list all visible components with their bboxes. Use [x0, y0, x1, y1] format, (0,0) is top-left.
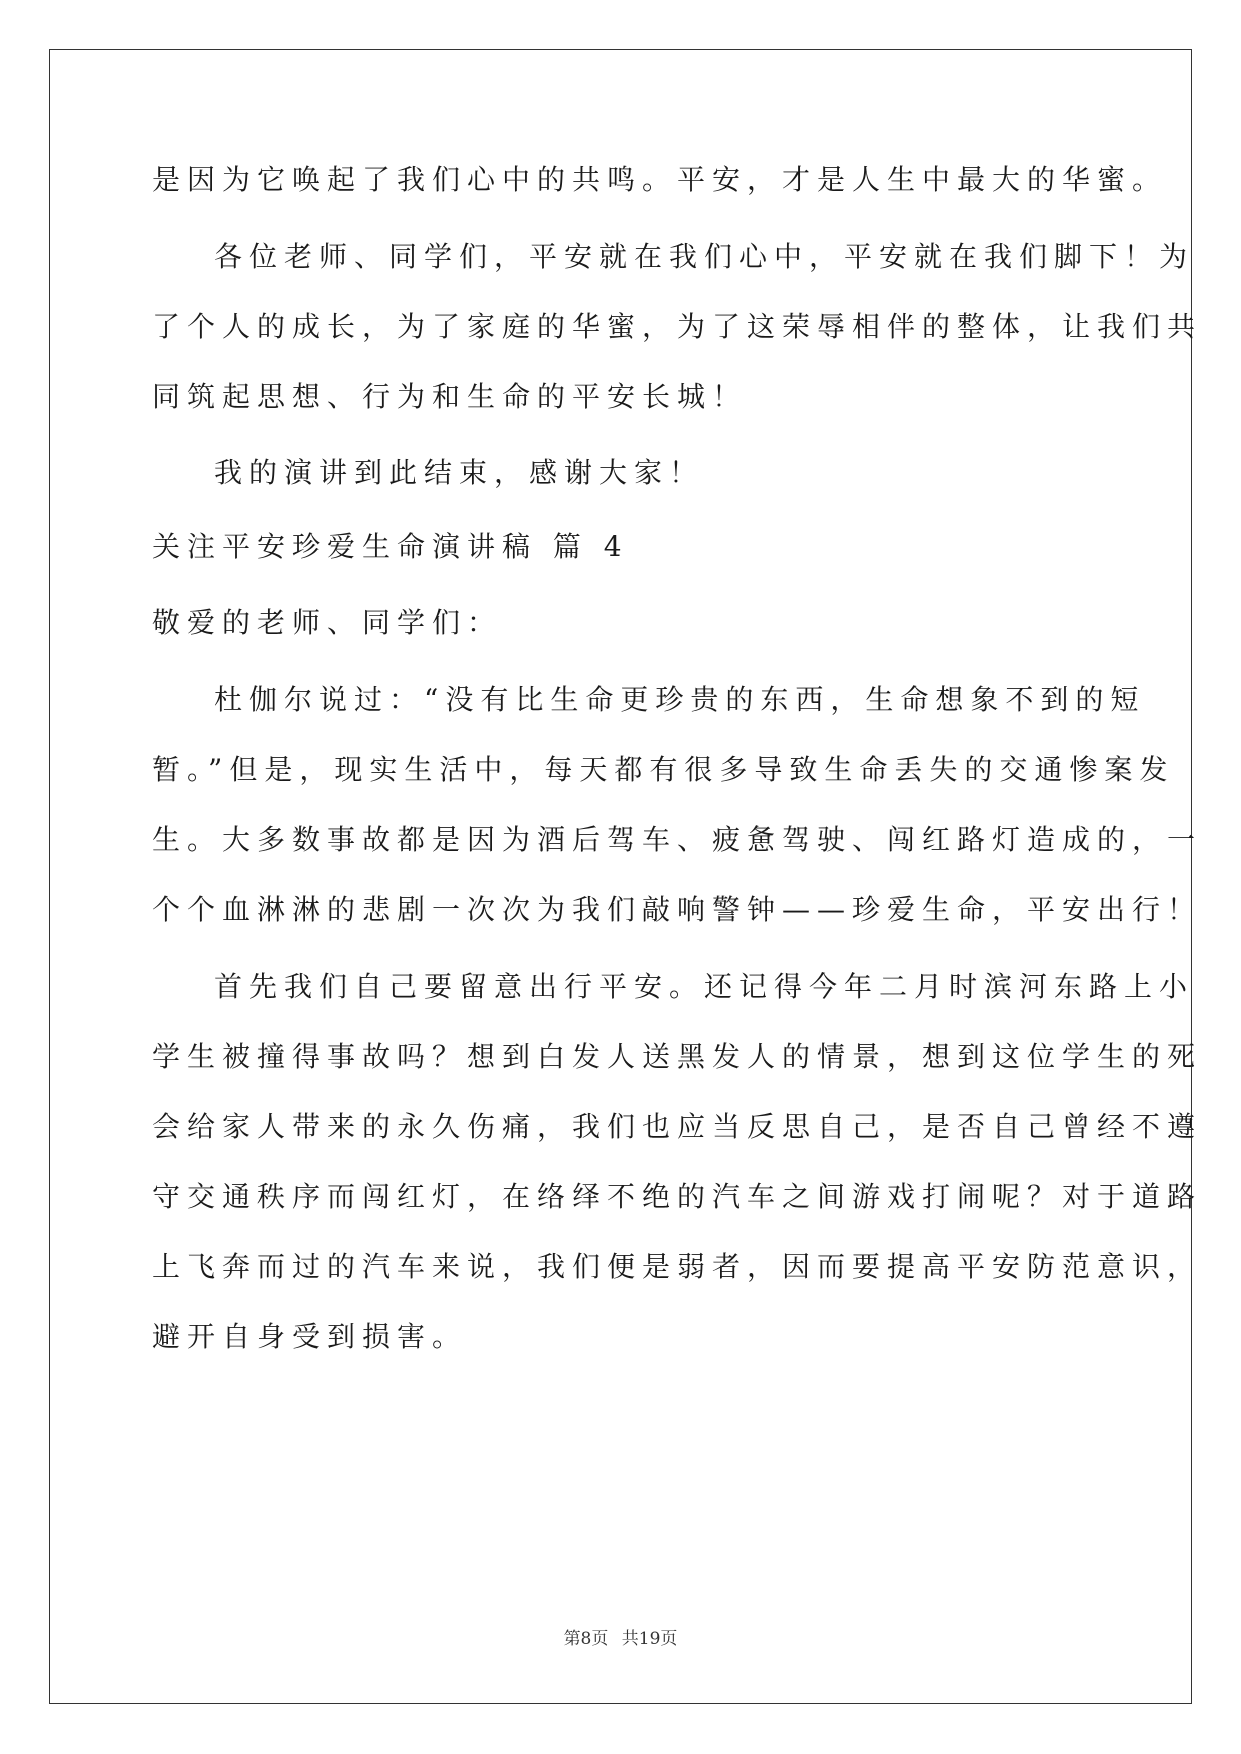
- text-line: 同筑起思想、行为和生命的平安长城！: [152, 380, 748, 413]
- page-border: [49, 49, 1195, 1704]
- section-heading: 关注平安珍爱生命演讲稿 篇 4: [152, 530, 629, 563]
- text-line: 学生被撞得事故吗？想到白发人送黑发人的情景，想到这位学生的死: [152, 1040, 1203, 1073]
- page-number: 第8页: [563, 1629, 609, 1649]
- text-line: 是因为它唤起了我们心中的共鸣。平安，才是人生中最大的华蜜。: [152, 163, 1168, 196]
- text-line: 避开自身受到损害。: [152, 1320, 468, 1353]
- text-line: 暂。”但是，现实生活中，每天都有很多导致生命丢失的交通惨案发: [152, 753, 1175, 786]
- text-line: 会给家人带来的永久伤痛，我们也应当反思自己，是否自己曾经不遵: [152, 1110, 1203, 1143]
- paragraph-line: 各位老师、同学们，平安就在我们心中，平安就在我们脚下！为: [214, 240, 1195, 273]
- text-line: 上飞奔而过的汽车来说，我们便是弱者，因而要提高平安防范意识，: [152, 1250, 1203, 1283]
- text-line: 生。大多数事故都是因为酒后驾车、疲惫驾驶、闯红路灯造成的，一: [152, 823, 1203, 856]
- paragraph-line: 杜伽尔说过：“没有比生命更珍贵的东西，生命想象不到的短: [214, 683, 1146, 716]
- text-line: 守交通秩序而闯红灯，在络绎不绝的汽车之间游戏打闹呢？对于道路: [152, 1180, 1203, 1213]
- paragraph-line: 我的演讲到此结束，感谢大家！: [214, 456, 705, 489]
- salutation: 敬爱的老师、同学们：: [152, 606, 503, 639]
- page-total: 共19页: [621, 1629, 678, 1649]
- paragraph-line: 首先我们自己要留意出行平安。还记得今年二月时滨河东路上小: [214, 970, 1195, 1003]
- page-footer: [0, 1628, 1241, 1650]
- text-line: 了个人的成长，为了家庭的华蜜，为了这荣辱相伴的整体，让我们共: [152, 310, 1203, 343]
- text-line: 个个血淋淋的悲剧一次次为我们敲响警钟——珍爱生命，平安出行！: [152, 893, 1203, 926]
